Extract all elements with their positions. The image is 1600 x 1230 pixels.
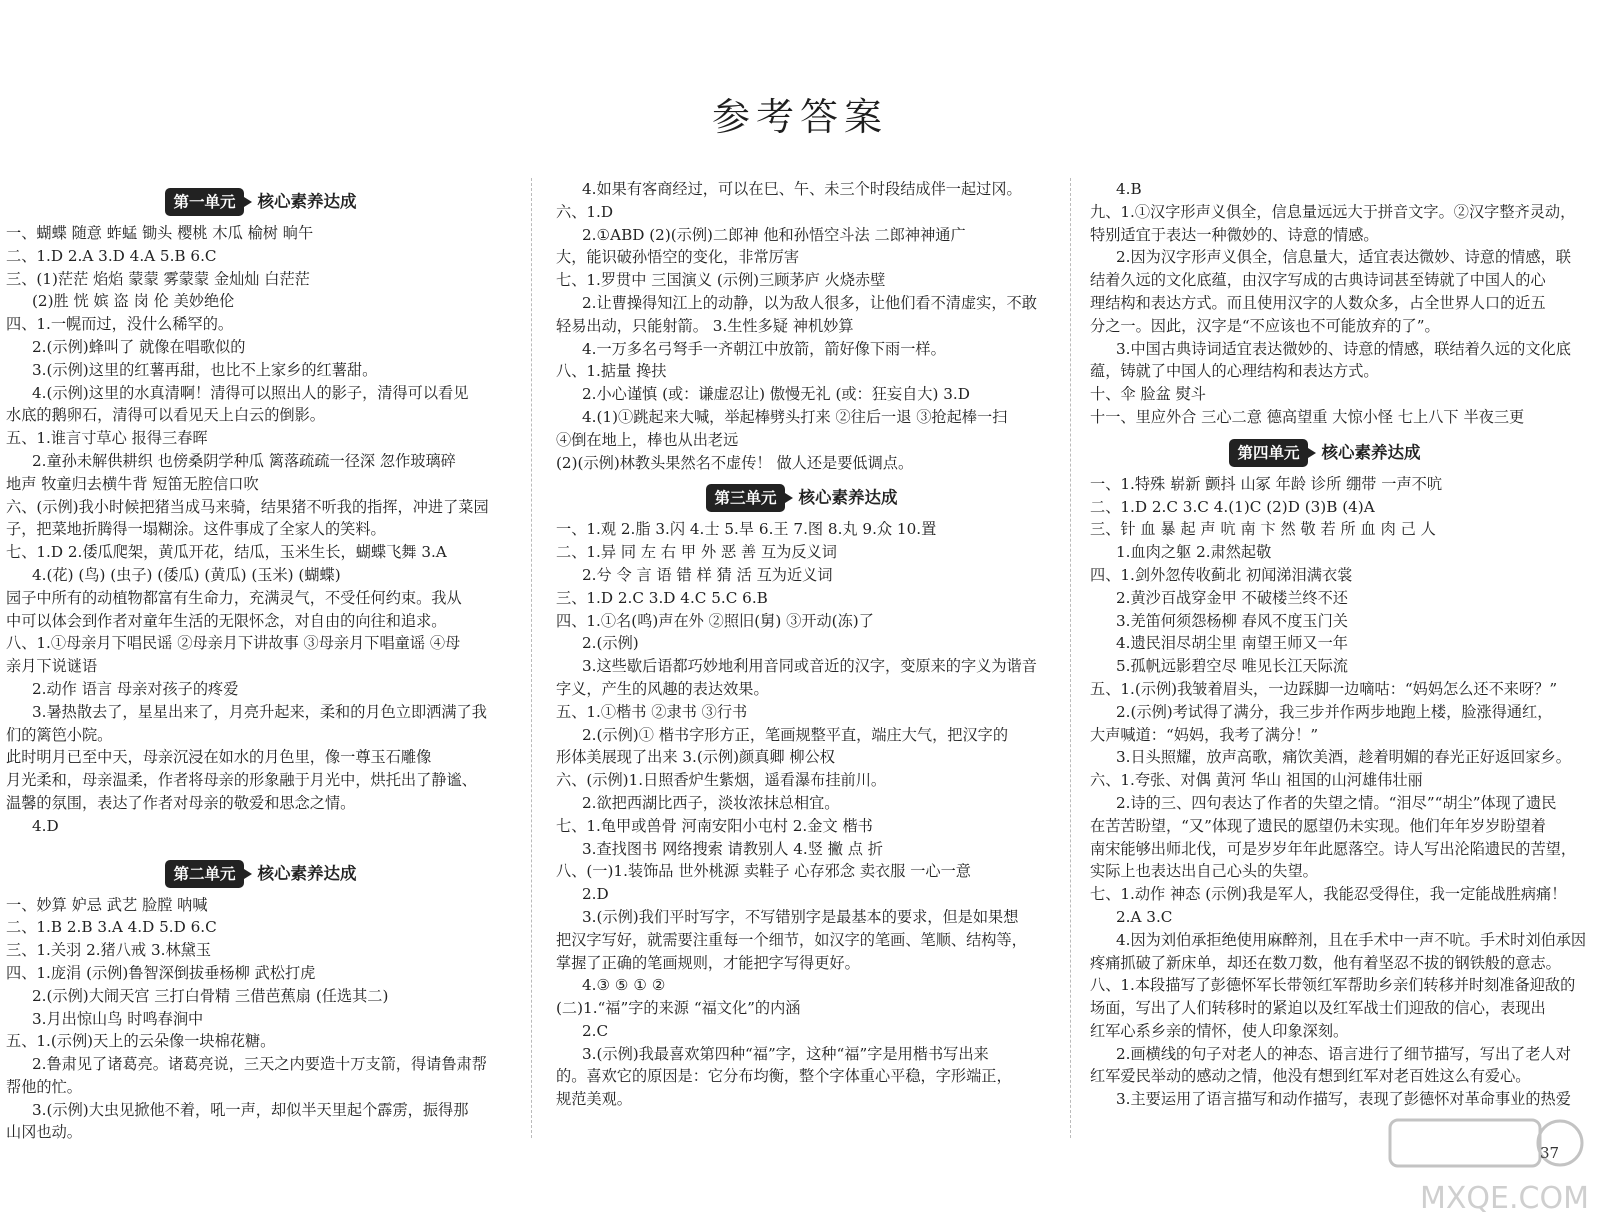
answer-line: 一、蝴蝶 随意 蚱蜢 锄头 樱桃 木瓜 榆树 晌午: [6, 224, 314, 242]
answer-line: 4.一万多名弓弩手一齐朝江中放箭，箭好像下雨一样。: [582, 339, 946, 358]
answer-line: 实际上也表达出自己心头的失望。: [1090, 862, 1318, 881]
answer-line: 2.(示例): [582, 634, 639, 653]
answer-line: 月光柔和，母亲温柔，作者将母亲的形象融于月光中，烘托出了静谧、: [6, 771, 477, 790]
answer-line: 二、1.D 2.C 3.C 4.(1)C (2)D (3)B (4)A: [1090, 497, 1375, 516]
answer-line: 2.C: [582, 1021, 609, 1040]
answer-line: 轻易出动，只能射箭。 3.生性多疑 神机妙算: [556, 316, 854, 335]
watermark-text: MXQE.COM: [1420, 1181, 1589, 1216]
answer-line: 3.(示例)我们平时写字，不写错别字是最基本的要求，但是如果想: [582, 907, 1019, 926]
answer-line: 八、1.①母亲月下唱民谣 ②母亲月下讲故事 ③母亲月下唱童谣 ④母: [6, 634, 461, 653]
answer-line: 2.诗的三、四句表达了作者的失望之情。“泪尽”“胡尘”体现了遗民: [1116, 793, 1557, 812]
answer-line: 红军心系乡亲的情怀，使人印象深刻。: [1090, 1021, 1349, 1040]
answer-line: 3.羌笛何须怨杨柳 春风不度玉门关: [1116, 611, 1348, 630]
answer-line: 六、1.D: [556, 202, 614, 221]
answer-column-3: [1090, 178, 1587, 1111]
answer-line: 六、(示例)1.日照香炉生紫烟，遥看瀑布挂前川。: [556, 771, 887, 790]
answer-line: 二、1.B 2.B 3.A 4.D 5.D 6.C: [6, 918, 217, 937]
answer-line: 2.(示例)大闹天宫 三打白骨精 三借芭蕉扇 (任选其二): [32, 986, 389, 1005]
unit-badge: 第三单元: [706, 484, 784, 512]
answer-line: 园子中所有的动植物都富有生命力，充满灵气，不受任何约束。我从: [6, 588, 462, 607]
answer-line: 六、(示例)我小时候把猪当成马来骑，结果猪不听我的指挥，冲进了菜园: [6, 497, 489, 516]
answer-line: 三、1.D 2.C 3.D 4.C 5.C 6.B: [556, 588, 768, 607]
answer-line: 5.孤帆远影碧空尽 唯见长江天际流: [1116, 657, 1348, 676]
answer-line: 此时明月已至中天，母亲沉浸在如水的月色里，像一尊玉石雕像: [6, 748, 432, 767]
answer-line: 八、(一)1.装饰品 世外桃源 卖鞋子 心存邪念 卖衣服 一心一意: [556, 862, 971, 881]
answer-line: 3.(示例)大虫见掀他不着，吼一声，却似半天里起个霹雳，振得那: [32, 1100, 469, 1119]
answer-line: 三、(1)茫茫 焰焰 蒙蒙 雾蒙蒙 金灿灿 白茫茫: [6, 269, 310, 288]
answer-column-1: [6, 178, 516, 1144]
answer-line: 形体美展现了出来 3.(示例)颜真卿 柳公权: [556, 748, 835, 767]
answer-line: 一、1.特殊 崭新 颤抖 山冢 年龄 诊所 绷带 一声不吭: [1090, 474, 1443, 493]
answer-line: 2.D: [582, 885, 609, 904]
answer-line: 3.暑热散去了，星星出来了，月亮升起来，柔和的月色立即洒满了我: [32, 702, 487, 721]
answer-line: 2.A 3.C: [1116, 907, 1173, 926]
answer-line: 九、1.①汉字形声义俱全，信息量远远大于拼音文字。②汉字整齐灵动，: [1090, 202, 1576, 221]
answer-line: 4.遗民泪尽胡尘里 南望王师又一年: [1116, 634, 1348, 653]
answer-line: 南宋能够出师北伐，可是岁岁年年此愿落空。诗人写出沦陷遗民的苦望，: [1090, 839, 1576, 858]
answer-line: 五、1.(示例)我皱着眉头，一边踩脚一边嘀咕：“妈妈怎么还不来呀？”: [1090, 679, 1558, 698]
answer-line: 掌握了正确的笔画规则，才能把字写得更好。: [556, 953, 860, 972]
answer-line: 八、1.本段描写了彭德怀军长带领红军帮助乡亲们转移并时刻准备迎敌的: [1090, 976, 1576, 995]
answer-line: 把汉字写好，就需要注重每一个细节，如汉字的笔画、笔顺、结构等，: [556, 930, 1027, 949]
answer-line: 温馨的氛围，表达了作者对母亲的敬爱和思念之情。: [6, 793, 356, 812]
answer-line: 场面，写出了人们转移时的紧迫以及红军战士们迎敌的信心，表现出: [1090, 999, 1546, 1018]
answer-line: (二)1.“福”字的来源 “福文化”的内涵: [556, 999, 801, 1018]
answer-line: 六、1.夸张、对偶 黄河 华山 祖国的山河雄伟壮丽: [1090, 771, 1423, 790]
answer-line: 4.D: [32, 816, 59, 835]
watermark-logo: [1380, 1112, 1590, 1222]
answer-line: 3.日头照耀，放声高歌，痛饮美酒，趁着明媚的春光正好返回家乡。: [1116, 748, 1571, 767]
answer-line: (2)(示例)林教头果然名不虚传！ 做人还是要低调点。: [556, 453, 914, 472]
answer-line: 山冈也动。: [6, 1123, 82, 1142]
answer-line: 帮他的忙。: [6, 1077, 82, 1096]
answer-line: 二、1.D 2.A 3.D 4.A 5.B 6.C: [6, 246, 217, 265]
answer-line: 在苦苦盼望，“又”体现了遗民的愿望仍未实现。他们年年岁岁盼望着: [1090, 816, 1546, 835]
page-title: 参考答案: [711, 95, 888, 139]
answer-line: 2.(示例)① 楷书字形方正，笔画规整平直，端庄大气，把汉字的: [582, 725, 1009, 744]
answer-line: 七、1.D 2.倭瓜爬架，黄瓜开花，结瓜，玉米生长，蝴蝶飞舞 3.A: [6, 543, 447, 562]
column-divider: [531, 178, 532, 1138]
answer-line: ④倒在地上，棒也从出老远: [556, 430, 739, 449]
answer-line: 亲月下说谜语: [6, 657, 98, 676]
answer-line: 3.主要运用了语言描写和动作描写，表现了彭德怀对革命事业的热爱: [1116, 1090, 1571, 1109]
unit-heading-text: 核心素养达成: [257, 192, 357, 211]
answer-line: 3.(示例)这里的红薯再甜，也比不上家乡的红薯甜。: [32, 360, 378, 379]
answer-line: 2.鲁肃见了诸葛亮。诸葛亮说，三天之内要造十万支箭，得请鲁肃帮: [32, 1055, 487, 1074]
answer-line: 疼痛抓破了新床单，却还在数刀数，他有着坚忍不拔的钢铁般的意志。: [1090, 953, 1561, 972]
answer-line: 红军爱民举动的感动之情，他没有想到红军对老百姓这么有爱心。: [1090, 1067, 1531, 1086]
answer-line: 子，把菜地折腾得一塌糊涂。这件事成了全家人的笑料。: [6, 520, 386, 539]
answer-line: 2.小心谨慎 (或：谦虚忍让) 傲慢无礼 (或：狂妄自大) 3.D: [582, 385, 970, 404]
answer-line: 八、1.掂量 搀扶: [556, 362, 667, 381]
answer-line: 特别适宜于表达一种微妙的、诗意的情感。: [1090, 225, 1379, 244]
answer-line: 4.因为刘伯承拒绝使用麻醉剂，且在手术中一声不吭。手术时刘伯承因: [1116, 930, 1587, 949]
unit-heading: [6, 184, 516, 218]
answer-line: 五、1.谁言寸草心 报得三春晖: [6, 429, 208, 448]
answer-line: 4.B: [1116, 180, 1142, 198]
column-divider: [1070, 178, 1071, 1138]
unit-heading-text: 核心素养达成: [257, 863, 357, 883]
answer-line: 四、1.庞涓 (示例)鲁智深倒拔垂杨柳 武松打虎: [6, 963, 316, 982]
answer-line: 水底的鹅卵石，清得可以看见天上白云的倒影。: [6, 406, 325, 425]
answer-line: 规范美观。: [556, 1090, 632, 1109]
answer-line: 四、1.一幌而过，没什么稀罕的。: [6, 315, 234, 334]
answer-line: 地声 牧童归去横牛背 短笛无腔信口吹: [6, 474, 259, 493]
answer-line: 十一、里应外合 三心二意 德高望重 大惊小怪 七上八下 半夜三更: [1090, 407, 1525, 426]
page-number: 37: [1540, 1144, 1560, 1162]
unit-badge: 第二单元: [165, 860, 243, 888]
answer-line: 2.因为汉字形声义俱全，信息量大，适宜表达微妙、诗意的情感，联: [1116, 248, 1571, 267]
answer-line: 十、伞 脸盆 熨斗: [1090, 385, 1206, 404]
answer-line: 2.童孙未解供耕织 也傍桑阴学种瓜 篱落疏疏一径深 忽作玻璃碎: [32, 451, 456, 470]
answer-line: 3.月出惊山鸟 时鸣春涧中: [32, 1009, 204, 1028]
unit-heading: [1090, 435, 1560, 469]
answer-line: 五、1.①楷书 ②隶书 ③行书: [556, 702, 748, 721]
answer-column-2: [556, 178, 1048, 1111]
answer-line: 中可以体会到作者对童年生活的无限怀念，对自由的向往和追求。: [6, 611, 447, 630]
answer-line: 3.(示例)我最喜欢第四种“福”字，这种“福”字是用楷书写出来: [582, 1044, 989, 1063]
answer-line: 蕴，铸就了中国人的心理结构和表达方式。: [1090, 362, 1379, 381]
answer-line: 2.欲把西湖比西子，淡妆浓抹总相宜。: [582, 793, 840, 812]
unit-badge: 第一单元: [165, 188, 243, 216]
unit-badge: 第四单元: [1229, 439, 1307, 467]
answer-line: 2.(示例)考试得了满分，我三步并作两步地跑上楼，脸涨得通红，: [1116, 702, 1553, 721]
answer-line: 四、1.①名(鸣)声在外 ②照旧(舅) ③开动(冻)了: [556, 611, 874, 630]
answer-line: 2.动作 语言 母亲对孩子的疼爱: [32, 679, 239, 698]
section-gap: [6, 838, 516, 850]
answer-line: 三、1.关羽 2.猪八戒 3.林黛玉: [6, 941, 212, 960]
answer-line: 4.(1)①跳起来大喊，举起棒劈头打来 ②往后一退 ③抢起棒一扫: [582, 407, 1008, 426]
answer-line: 4.③ ⑤ ① ②: [582, 976, 666, 995]
answer-line: 3.中国古典诗词适宜表达微妙的、诗意的情感，联结着久远的文化底: [1116, 339, 1571, 358]
answer-line: 大声喊道：“妈妈，我考了满分！”: [1090, 725, 1319, 744]
answer-line: (2)胜 恍 嫔 盗 岗 伦 美妙绝伦: [32, 292, 235, 311]
answer-line: 字义，产生的风趣的表达效果。: [556, 679, 769, 698]
answer-line: 理结构和表达方式。而且使用汉字的人数众多，占全世界人口的近五: [1090, 293, 1546, 312]
answer-line: 结着久远的文化底蕴，由汉字写成的古典诗词甚至铸就了中国人的心: [1090, 271, 1546, 290]
answer-line: 4.(花) (鸟) (虫子) (倭瓜) (黄瓜) (玉米) (蝴蝶): [32, 565, 341, 584]
unit-heading: [556, 480, 1048, 514]
unit-heading: [6, 856, 516, 890]
answer-line: 的。喜欢它的原因是：它分布均衡，整个字体重心平稳，字形端正，: [556, 1067, 1012, 1086]
answer-line: 3.查找图书 网络搜索 请教别人 4.竖 撇 点 折: [582, 839, 883, 858]
answer-line: 大，能识破孙悟空的变化，非常厉害: [556, 248, 799, 267]
answer-line: 二、1.异 同 左 右 甲 外 恶 善 互为反义词: [556, 543, 837, 562]
unit-heading-text: 核心素养达成: [798, 488, 898, 508]
answer-line: 1.血肉之躯 2.肃然起敬: [1116, 543, 1272, 562]
answer-line: 2.让曹操得知江上的动静，以为敌人很多，让他们看不清虚实，不敢: [582, 293, 1037, 312]
answer-line: 一、1.观 2.脂 3.闪 4.士 5.旱 6.王 7.图 8.丸 9.众 10.置: [556, 520, 937, 539]
answer-line: 七、1.罗贯中 三国演义 (示例)三顾茅庐 火烧赤壁: [556, 271, 886, 290]
unit-heading-text: 核心素养达成: [1321, 442, 1421, 462]
answer-line: 2.兮 令 言 语 错 样 猜 活 互为近义词: [582, 565, 833, 584]
answer-line: 2.黄沙百战穿金甲 不破楼兰终不还: [1116, 588, 1348, 607]
answer-line: 4.(示例)这里的水真清啊！清得可以照出人的影子，清得可以看见: [32, 383, 469, 402]
answer-line: 七、1.动作 神态 (示例)我是军人，我能忍受得住，我一定能战胜病痛！: [1090, 885, 1567, 904]
answer-line: 2.①ABD (2)(示例)二郎神 他和孙悟空斗法 二郎神神通广: [582, 225, 966, 244]
answer-line: 五、1.(示例)天上的云朵像一块棉花糖。: [6, 1032, 276, 1051]
answer-line: 3.这些歇后语都巧妙地利用音同或音近的汉字，变原来的字义为谐音: [582, 657, 1037, 676]
answer-line: 三、针 血 暴 起 声 吭 南 卞 然 敬 若 所 血 肉 己 人: [1090, 520, 1436, 539]
answer-line: 4.如果有客商经过，可以在巳、午、未三个时段结成伴一起过冈。: [582, 180, 1022, 198]
answer-line: 一、妙算 妒忌 武艺 脸膛 呐喊: [6, 895, 208, 914]
answer-line: 们的篱笆小院。: [6, 725, 113, 744]
answer-line: 七、1.龟甲或兽骨 河南安阳小屯村 2.金文 楷书: [556, 816, 873, 835]
answer-line: 2.(示例)蜂叫了 就像在唱歌似的: [32, 337, 246, 356]
answer-line: 2.画横线的句子对老人的神态、语言进行了细节描写，写出了老人对: [1116, 1044, 1571, 1063]
answer-line: 分之一。因此，汉字是“不应该也不可能放弃的了”。: [1090, 316, 1440, 335]
answer-line: 四、1.剑外忽传收蓟北 初闻涕泪满衣裳: [1090, 565, 1353, 584]
